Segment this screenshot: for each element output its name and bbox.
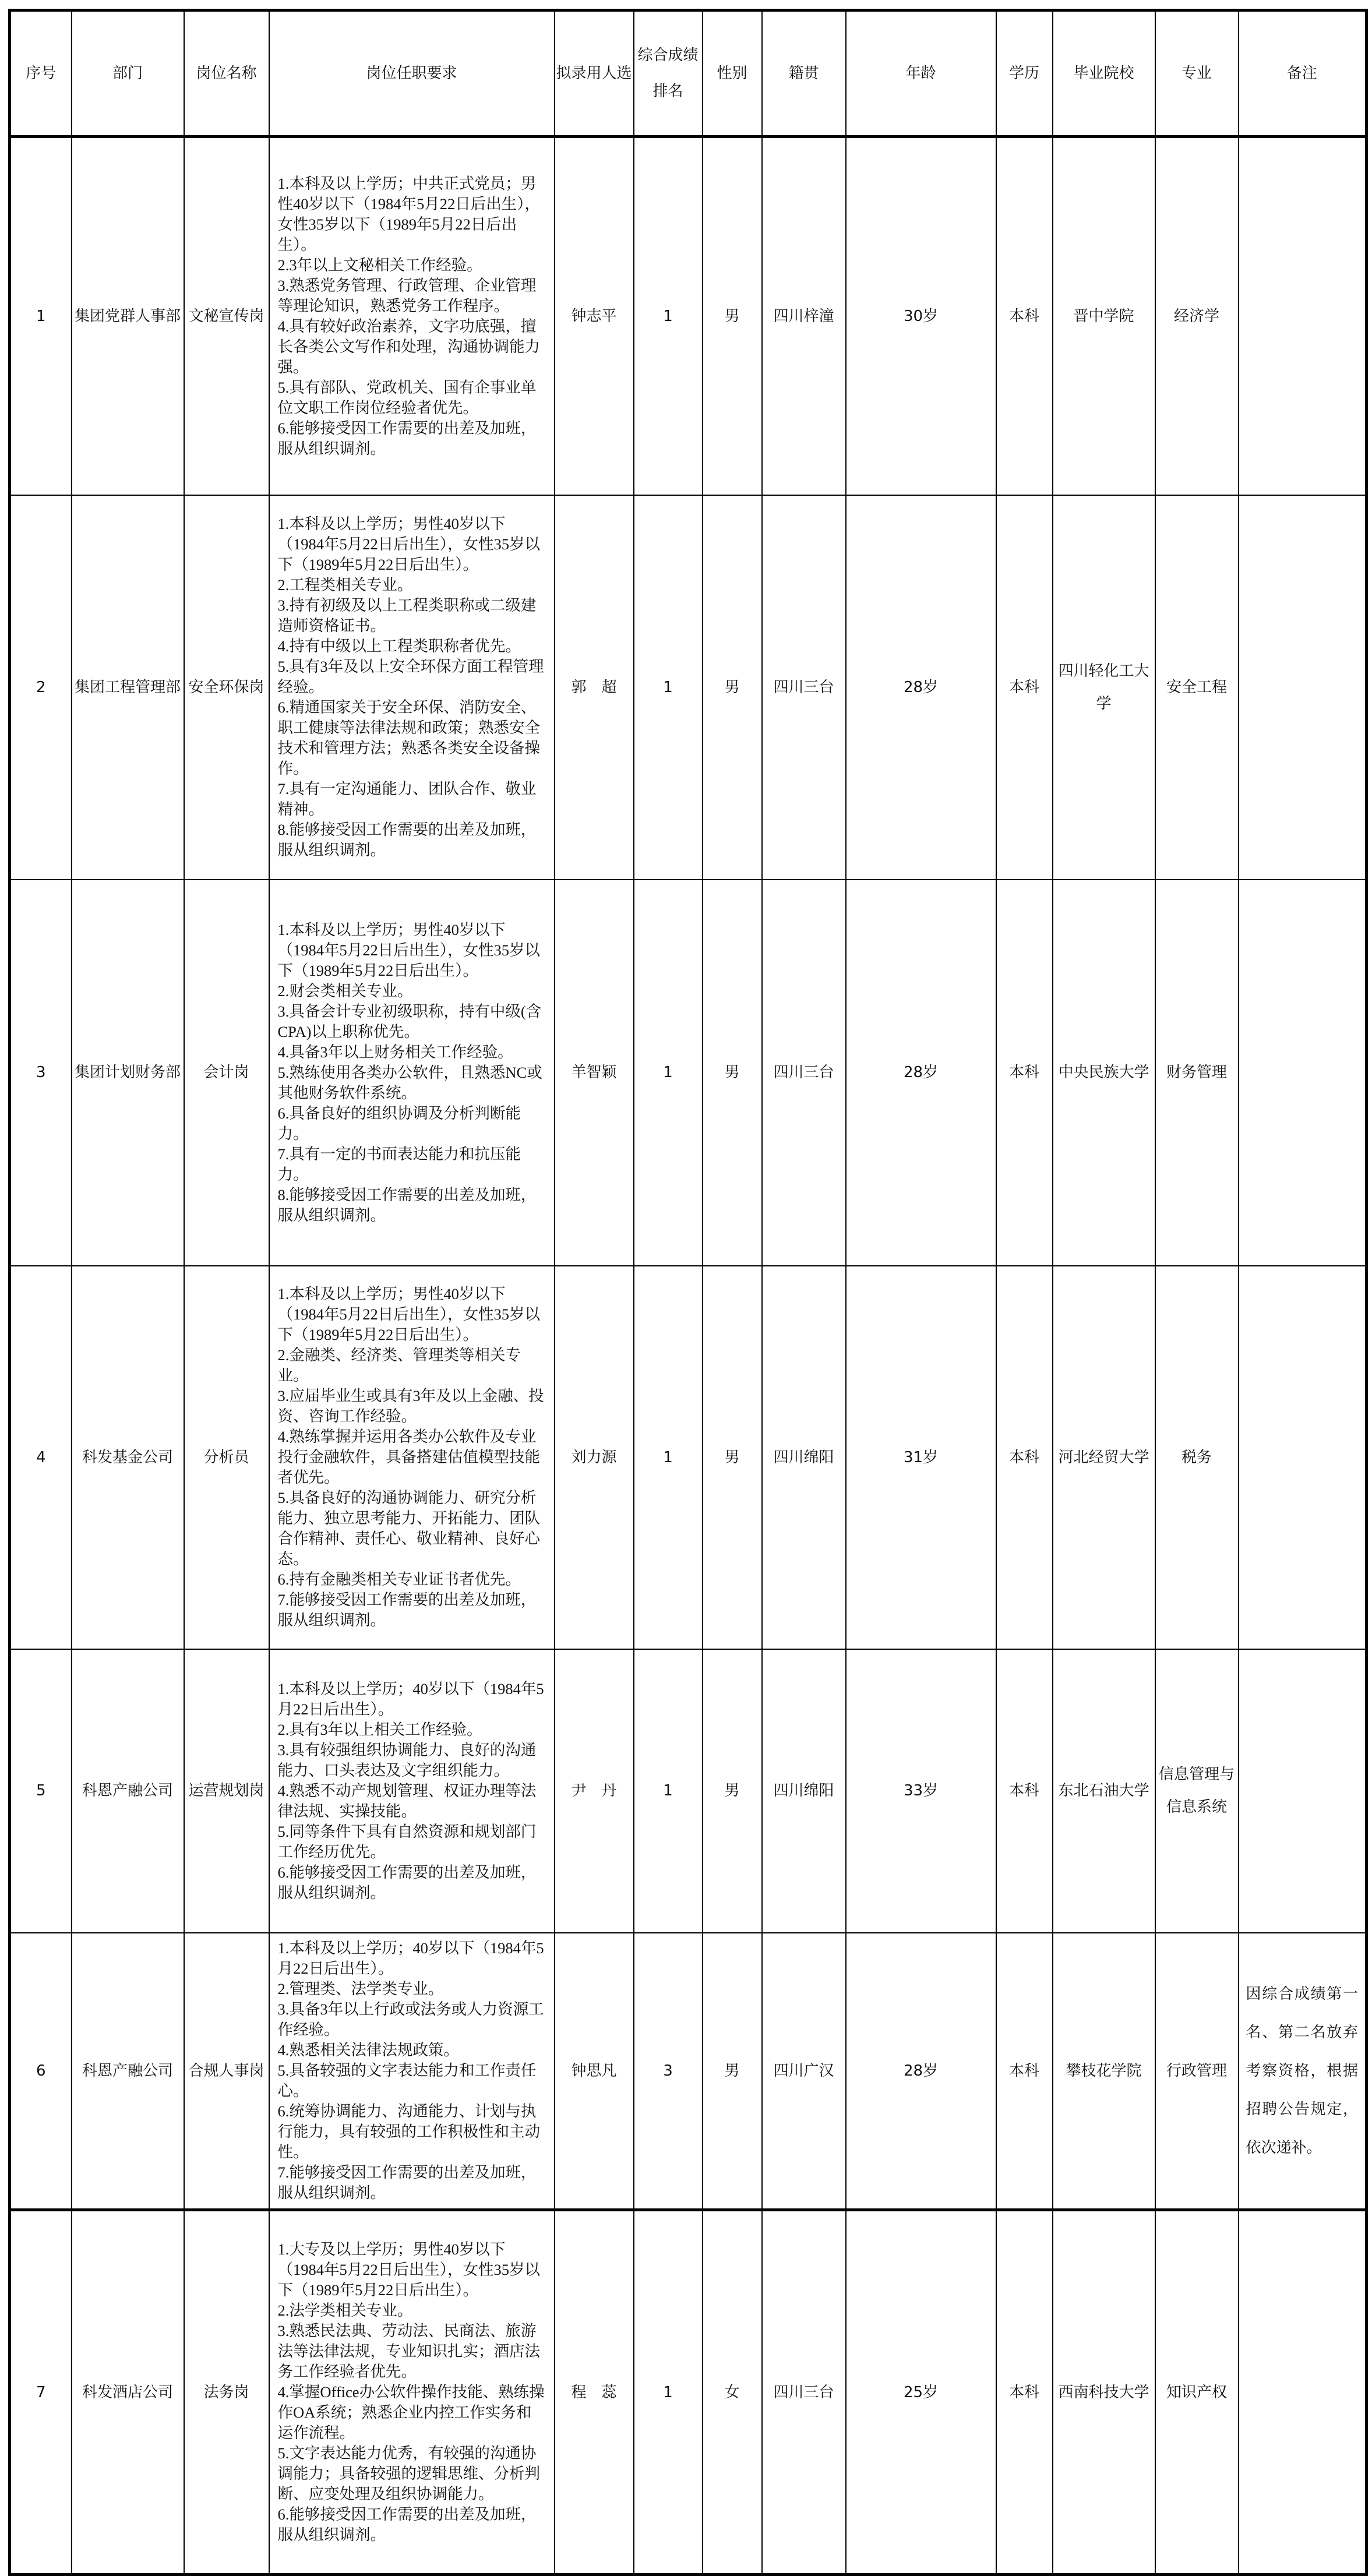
cell-requirements	[269, 137, 555, 495]
cell-rank: 1	[634, 495, 703, 880]
header-school: 毕业院校	[1053, 10, 1155, 137]
cell-gender: 男	[703, 1266, 762, 1649]
cell-origin: 四川梓潼	[762, 137, 846, 495]
requirement-item: 3.持有初级及以上工程类职称或二级建造师资格证书。	[277, 597, 537, 634]
cell-major: 税务	[1155, 1266, 1239, 1649]
requirement-item: 1.本科及以上学历；男性40岁以下（1984年5月22日后出生），女性35岁以下（1989年5月22日后出生）。	[277, 920, 540, 979]
cell-department: 集团党群人事部	[72, 137, 184, 495]
cell-education: 本科	[996, 1649, 1053, 1933]
requirement-item: 3.熟悉民法典、劳动法、民商法、旅游法等法律法规，专业知识扎实；酒店法务工作经验者优先。	[277, 2322, 540, 2380]
header-candidate: 拟录用人选	[555, 10, 634, 137]
requirement-item: 1.本科及以上学历；男性40岁以下（1984年5月22日后出生），女性35岁以下（1989年5月22日后出生）。	[277, 515, 540, 573]
cell-position: 安全环保岗	[184, 495, 269, 880]
table-row	[10, 880, 1367, 1266]
requirement-item: 3.熟悉党务管理、行政管理、企业管理等理论知识，熟悉党务工作程序。	[277, 276, 537, 315]
requirement-item: 3.具备会计专业初级职称，持有中级(含CPA)以上职称优先。	[277, 1002, 542, 1040]
requirement-item: 6.精通国家关于安全环保、消防安全、职工健康等法律法规和政策；熟悉安全技术和管理方法；熟悉各类安全设备操作。	[277, 698, 540, 777]
header-education: 学历	[996, 10, 1053, 137]
cell-education: 本科	[996, 137, 1053, 495]
requirement-item: 3.具备3年以上行政或法务或人力资源工作经验。	[277, 2000, 544, 2039]
cell-department: 科发酒店公司	[72, 2210, 184, 2575]
requirement-item: 4.熟练掌握并运用各类办公软件及专业投行金融软件，具备搭建估值模型技能者优先。	[277, 1428, 540, 1486]
cell-school: 中央民族大学	[1053, 880, 1155, 1266]
requirement-item: 3.应届毕业生或具有3年及以上金融、投资、咨询工作经验。	[277, 1387, 544, 1425]
cell-remark: 因综合成绩第一名、第二名放弃考察资格，根据招聘公告规定，依次递补。	[1239, 1933, 1367, 2210]
table-row	[10, 1266, 1367, 1649]
cell-no: 2	[10, 495, 72, 880]
requirement-item: 5.具有3年及以上安全环保方面工程管理经验。	[277, 658, 544, 696]
cell-no: 3	[10, 880, 72, 1266]
header-requirements: 岗位任职要求	[269, 10, 555, 137]
cell-education: 本科	[996, 880, 1053, 1266]
requirement-item: 6.具备良好的组织协调及分析判断能力。	[277, 1104, 521, 1142]
requirement-item: 4.熟悉相关法律法规政策。	[277, 2041, 459, 2059]
cell-department: 集团工程管理部	[72, 495, 184, 880]
cell-education: 本科	[996, 495, 1053, 880]
cell-rank: 1	[634, 137, 703, 495]
cell-requirements	[269, 495, 555, 880]
cell-origin: 四川绵阳	[762, 1649, 846, 1933]
cell-no: 7	[10, 2210, 72, 2575]
cell-candidate: 刘力源	[555, 1266, 634, 1649]
table-row	[10, 1649, 1367, 1933]
requirement-item: 4.具有较好政治素养，文字功底强，擅长各类公文写作和处理，沟通协调能力强。	[277, 317, 540, 376]
requirement-item: 6.能够接受因工作需要的出差及加班，服从组织调剂。	[277, 419, 537, 457]
requirement-item: 6.能够接受因工作需要的出差及加班，服从组织调剂。	[277, 2506, 537, 2543]
requirement-item: 5.熟练使用各类办公软件，且熟悉NC或其他财务软件系统。	[277, 1063, 542, 1102]
cell-candidate: 郭 超	[555, 495, 634, 880]
cell-age: 25岁	[846, 2210, 996, 2575]
cell-requirements	[269, 1266, 555, 1649]
cell-major: 信息管理与信息系统	[1155, 1649, 1239, 1933]
requirement-item: 7.具有一定的书面表达能力和抗压能力。	[277, 1145, 521, 1183]
cell-department: 科恩产融公司	[72, 1649, 184, 1933]
table-row	[10, 495, 1367, 880]
requirement-item: 5.同等条件下具有自然资源和规划部门工作经历优先。	[277, 1822, 537, 1861]
cell-origin: 四川广汉	[762, 1933, 846, 2210]
cell-remark	[1239, 495, 1367, 880]
requirement-item: 7.能够接受因工作需要的出差及加班，服从组织调剂。	[277, 1591, 537, 1629]
cell-requirements	[269, 880, 555, 1266]
cell-candidate: 羊智颖	[555, 880, 634, 1266]
cell-origin: 四川三台	[762, 2210, 846, 2575]
header-remark: 备注	[1239, 10, 1367, 137]
cell-school: 西南科技大学	[1053, 2210, 1155, 2575]
cell-age: 31岁	[846, 1266, 996, 1649]
cell-rank: 1	[634, 2210, 703, 2575]
header-rank: 综合成绩排名	[634, 10, 703, 137]
requirement-item: 5.具备良好的沟通协调能力、研究分析能力、独立思考能力、开拓能力、团队合作精神、责任心、敬业精神、良好心态。	[277, 1489, 540, 1568]
requirement-item: 4.具备3年以上财务相关工作经验。	[277, 1043, 513, 1061]
requirement-item: 6.统筹协调能力、沟通能力、计划与执行能力，具有较强的工作积极性和主动性。	[277, 2102, 540, 2161]
cell-gender: 男	[703, 880, 762, 1266]
cell-education: 本科	[996, 2210, 1053, 2575]
cell-gender: 男	[703, 1649, 762, 1933]
cell-gender: 女	[703, 2210, 762, 2575]
requirement-item: 1.本科及以上学历；男性40岁以下（1984年5月22日后出生），女性35岁以下（1989年5月22日后出生）。	[277, 1285, 540, 1343]
cell-gender: 男	[703, 1933, 762, 2210]
cell-origin: 四川绵阳	[762, 1266, 846, 1649]
cell-no: 1	[10, 137, 72, 495]
requirement-item: 2.管理类、法学类专业。	[277, 1980, 444, 1998]
cell-rank: 1	[634, 880, 703, 1266]
requirement-item: 5.具有部队、党政机关、国有企事业单位文职工作岗位经验者优先。	[277, 378, 537, 417]
header-origin: 籍贯	[762, 10, 846, 137]
cell-gender: 男	[703, 137, 762, 495]
cell-school: 四川轻化工大学	[1053, 495, 1155, 880]
cell-age: 30岁	[846, 137, 996, 495]
cell-rank: 1	[634, 1649, 703, 1933]
cell-remark	[1239, 2210, 1367, 2575]
header-row	[10, 10, 1367, 137]
cell-requirements	[269, 1933, 555, 2210]
cell-requirements	[269, 2210, 555, 2575]
cell-age: 28岁	[846, 880, 996, 1266]
cell-candidate: 程 蕊	[555, 2210, 634, 2575]
cell-major: 经济学	[1155, 137, 1239, 495]
cell-no: 4	[10, 1266, 72, 1649]
cell-major: 财务管理	[1155, 880, 1239, 1266]
cell-remark	[1239, 1266, 1367, 1649]
cell-position: 文秘宣传岗	[184, 137, 269, 495]
cell-education: 本科	[996, 1933, 1053, 2210]
requirement-item: 1.本科及以上学历；中共正式党员；男性40岁以下（1984年5月22日后出生），女性35岁以下（1989年5月22日后出生）。	[277, 174, 540, 253]
cell-education: 本科	[996, 1266, 1053, 1649]
header-no: 序号	[10, 10, 72, 137]
cell-rank: 1	[634, 1266, 703, 1649]
cell-remark	[1239, 880, 1367, 1266]
cell-major: 安全工程	[1155, 495, 1239, 880]
cell-gender: 男	[703, 495, 762, 880]
header-department: 部门	[72, 10, 184, 137]
requirement-item: 2.具有3年以上相关工作经验。	[277, 1720, 482, 1738]
requirement-item: 6.持有金融类相关专业证书者优先。	[277, 1571, 521, 1588]
cell-position: 法务岗	[184, 2210, 269, 2575]
cell-rank: 3	[634, 1933, 703, 2210]
cell-position: 分析员	[184, 1266, 269, 1649]
requirement-item: 6.能够接受因工作需要的出差及加班，服从组织调剂。	[277, 1863, 537, 1901]
cell-age: 33岁	[846, 1649, 996, 1933]
requirement-item: 2.工程类相关专业。	[277, 576, 413, 594]
table-row	[10, 1933, 1367, 2210]
cell-remark	[1239, 1649, 1367, 1933]
cell-position: 合规人事岗	[184, 1933, 269, 2210]
cell-candidate: 钟志平	[555, 137, 634, 495]
cell-no: 5	[10, 1649, 72, 1933]
requirement-item: 8.能够接受因工作需要的出差及加班，服从组织调剂。	[277, 1185, 537, 1224]
requirement-item: 2.财会类相关专业。	[277, 982, 413, 1000]
requirement-item: 5.具备较强的文字表达能力和工作责任心。	[277, 2062, 537, 2100]
cell-school: 攀枝花学院	[1053, 1933, 1155, 2210]
cell-age: 28岁	[846, 495, 996, 880]
requirement-item: 7.具有一定沟通能力、团队合作、敬业精神。	[277, 780, 537, 818]
requirement-item: 8.能够接受因工作需要的出差及加班，服从组织调剂。	[277, 821, 537, 859]
requirement-item: 7.能够接受因工作需要的出差及加班，服从组织调剂。	[277, 2164, 537, 2202]
header-position: 岗位名称	[184, 10, 269, 137]
requirement-item: 1.本科及以上学历；40岁以下（1984年5月22日后出生）。	[277, 1679, 544, 1718]
requirement-item: 3.具有较强组织协调能力、良好的沟通能力、口头表达及文字组织能力。	[277, 1741, 537, 1779]
cell-remark	[1239, 137, 1367, 495]
cell-origin: 四川三台	[762, 495, 846, 880]
requirement-item: 4.掌握Office办公软件操作技能、熟练操作OA系统；熟悉企业内控工作实务和运作流程。	[277, 2383, 545, 2441]
cell-major: 行政管理	[1155, 1933, 1239, 2210]
cell-department: 科恩产融公司	[72, 1933, 184, 2210]
cell-major: 知识产权	[1155, 2210, 1239, 2575]
cell-position: 运营规划岗	[184, 1649, 269, 1933]
requirement-item: 1.大专及以上学历；男性40岁以下（1984年5月22日后出生），女性35岁以下（1989年5月22日后出生）。	[277, 2240, 540, 2299]
requirement-item: 5.文字表达能力优秀，有较强的沟通协调能力；具备较强的逻辑思维、分析判断、应变处理及组织协调能力。	[277, 2444, 540, 2503]
header-age: 年龄	[846, 10, 996, 137]
requirement-item: 2.3年以上文秘相关工作经验。	[277, 256, 482, 274]
cell-department: 集团计划财务部	[72, 880, 184, 1266]
cell-age: 28岁	[846, 1933, 996, 2210]
cell-no: 6	[10, 1933, 72, 2210]
cell-origin: 四川三台	[762, 880, 846, 1266]
requirement-item: 2.法学类相关专业。	[277, 2302, 413, 2319]
cell-department: 科发基金公司	[72, 1266, 184, 1649]
cell-candidate: 尹 丹	[555, 1649, 634, 1933]
cell-school: 河北经贸大学	[1053, 1266, 1155, 1649]
header-gender: 性别	[703, 10, 762, 137]
cell-position: 会计岗	[184, 880, 269, 1266]
cell-school: 晋中学院	[1053, 137, 1155, 495]
table-row	[10, 2210, 1367, 2575]
requirement-item: 1.本科及以上学历；40岁以下（1984年5月22日后出生）。	[277, 1939, 544, 1978]
cell-school: 东北石油大学	[1053, 1649, 1155, 1933]
cell-requirements	[269, 1649, 555, 1933]
requirement-item: 4.熟悉不动产规划管理、权证办理等法律法规、实操技能。	[277, 1781, 537, 1820]
candidate-roster-table	[8, 9, 1368, 2576]
header-major: 专业	[1155, 10, 1239, 137]
requirement-item: 2.金融类、经济类、管理类等相关专业。	[277, 1346, 521, 1384]
cell-candidate: 钟思凡	[555, 1933, 634, 2210]
table-row	[10, 137, 1367, 495]
requirement-item: 4.持有中级以上工程类职称者优先。	[277, 637, 521, 655]
